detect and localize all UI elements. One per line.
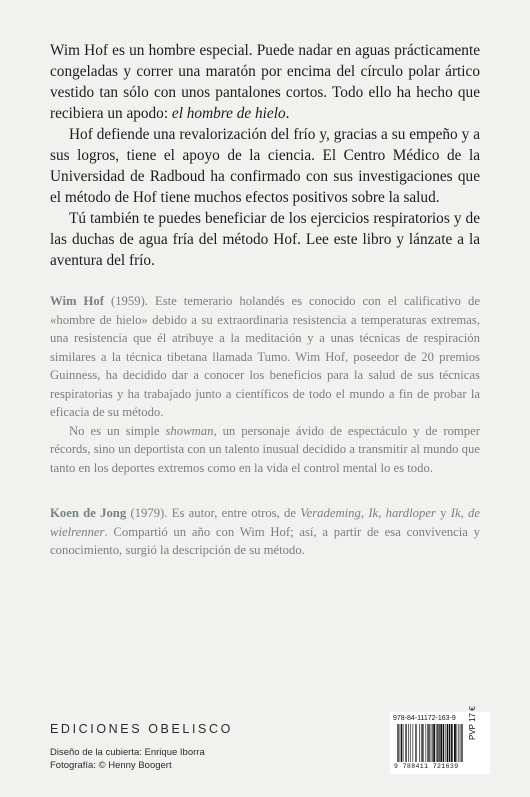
bio-paragraph-2 <box>50 422 480 478</box>
barcode-bar <box>413 724 414 762</box>
bio-text: (1979). Es autor, entre otros, de <box>126 506 301 520</box>
barcode-bar <box>431 724 432 762</box>
price-label: PVP 17 € <box>468 706 477 740</box>
bio-text: y <box>435 506 451 520</box>
nickname-italic: el hombre de hielo <box>171 105 286 122</box>
author-bio-wim-hof <box>50 292 480 477</box>
bio-text: . Compartió un año con Wim Hof; así, a partir de esa convivencia y conocimiento, surgió la descripción de su método. <box>50 524 480 557</box>
author-bio-koen-de-jong <box>50 504 480 560</box>
barcode-bar <box>438 724 439 762</box>
barcode-bar <box>440 724 442 762</box>
book-title: Ik, de wielrenner <box>50 506 480 539</box>
isbn-number: 978-84-11172-163-9 <box>393 715 456 722</box>
barcode-bar <box>427 724 428 762</box>
blurb-paragraph-2: Hof defiende una revalorización del frío y, gracias a su empeño y a sus logros, tiene el apoyo de la ciencia. El Centro Médico de la Universidad de Radboud ha confirmado con sus investigaciones que el método de Hof tiene muchos efectos positivos sobre la salud. <box>50 126 480 206</box>
barcode-bar <box>447 724 448 762</box>
barcode-bar <box>462 724 463 762</box>
barcode-bar <box>410 724 411 762</box>
book-title: Ik, hardloper <box>368 506 436 520</box>
bio-text: (1959). Este temerario holandés es conocido con el calificativo de «hombre de hielo» debido a su extraordinaria resistencia a temperaturas extremas, una resistencia que él atribuye a la meditación y a unas técnicas de respiración similares a la técnica tibetana llamada Tumo. Wim Hof, poseedor de 20 premios Guinness, ha decidido dar a conocer los beneficios para la salud de sus técnicas respiratorias y ha trabajado junto a científicos de todo el mundo a fin de probar la eficacia de su método. <box>50 294 480 419</box>
bio-paragraph-1 <box>50 292 480 422</box>
blurb-text: Wim Hof es un hombre especial. Puede nadar en aguas prácticamente congeladas y correr una maratón por encima del círculo polar ártico vestido tan sólo con unos pantalones cortos. Todo ello ha hecho que recibiera un apodo: <box>50 42 480 122</box>
cover-blurb <box>50 40 480 271</box>
bio-text: , <box>360 506 369 520</box>
book-title: Verademing <box>300 506 361 520</box>
barcode-bar <box>451 724 453 762</box>
cover-credits <box>50 746 205 772</box>
barcode-bar <box>415 724 416 762</box>
barcode-bar <box>425 724 426 762</box>
barcode-bar <box>458 724 459 762</box>
barcode-icon <box>397 724 463 762</box>
barcode-bar <box>433 724 435 762</box>
barcode-bar <box>461 724 462 762</box>
bio-text: No es un simple <box>69 423 166 438</box>
barcode-bar <box>397 724 398 762</box>
design-credit: Diseño de la cubierta: Enrique Iborra <box>50 747 205 758</box>
barcode-bar <box>419 724 420 762</box>
barcode-bar <box>408 724 409 762</box>
barcode-bar <box>449 724 450 762</box>
barcode-panel <box>390 706 490 774</box>
barcode-bar <box>443 724 444 762</box>
author-name: Koen de Jong <box>50 506 127 520</box>
barcode-bar <box>398 724 399 762</box>
barcode-bar <box>460 724 461 762</box>
barcode-bar <box>421 724 422 762</box>
blurb-paragraph-3: Tú también te puedes beneficiar de los ejercicios respiratorios y de las duchas de agua fría del método Hof. Lee este libro y lánzate a la aventura del frío. <box>50 210 480 269</box>
barcode-digits: 9 788411 721639 <box>394 763 459 770</box>
showman-italic: showman <box>165 423 214 438</box>
blurb-text: . <box>285 105 290 122</box>
blurb-paragraph-1 <box>50 40 480 124</box>
author-name: Wim Hof <box>50 294 104 308</box>
barcode-bar <box>401 724 402 762</box>
barcode-bar <box>422 724 423 762</box>
photo-credit: Fotografía: © Henny Boogert <box>50 760 172 771</box>
barcode-bar <box>436 724 437 762</box>
barcode-bar <box>429 724 430 762</box>
barcode-bar <box>416 724 417 762</box>
bio-paragraph <box>50 504 480 560</box>
bio-text: , un personaje ávido de espectáculo y de romper récords, sino un deportista con un talento inusual decidido a transmitir al mundo que tanto en los deportes extremos como en la vida el control mental lo es todo. <box>50 423 480 475</box>
barcode-bar <box>405 724 406 762</box>
publisher-name: EDICIONES OBELISCO <box>50 722 233 736</box>
barcode-bar <box>432 724 433 762</box>
barcode-bar <box>400 724 401 762</box>
barcode-bar <box>446 724 447 762</box>
barcode-bar <box>457 724 458 762</box>
barcode-bar <box>403 724 404 762</box>
barcode-bar <box>454 724 456 762</box>
